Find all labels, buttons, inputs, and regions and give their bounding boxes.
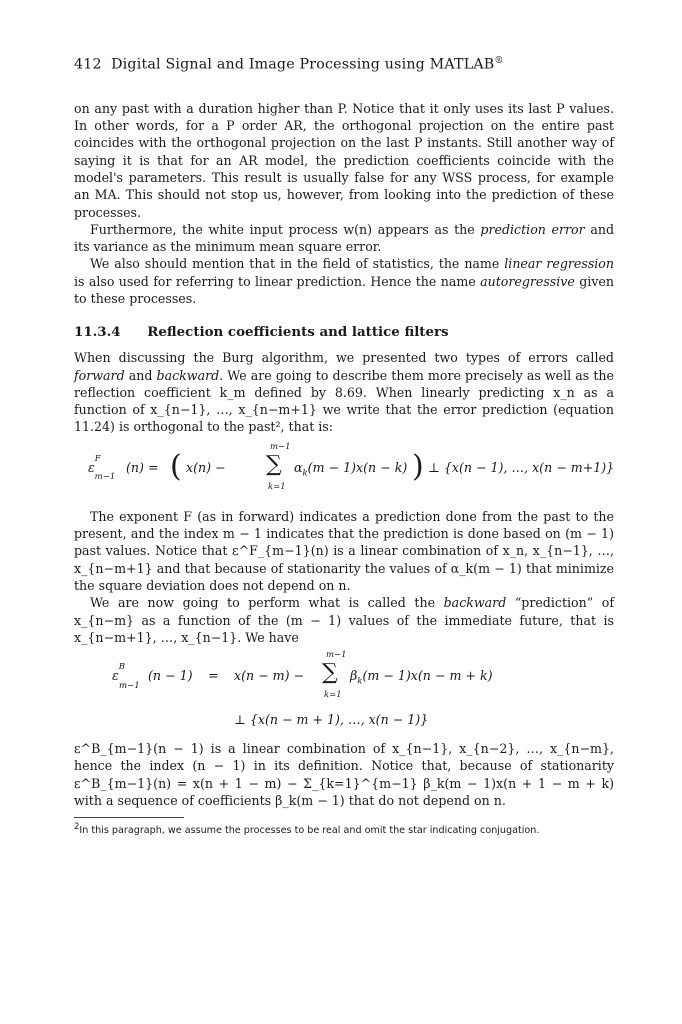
page-number: 412 (74, 56, 102, 73)
paragraph-6: We are now going to perform what is called the backward “prediction” of x_{n−m} as a function of the (m − 1) values of the immediate future, that is x_{n−m+1}, …, x_{n−1}. We have (74, 595, 614, 645)
section-number: 11.3.4 (74, 324, 121, 341)
running-title: Digital Signal and Image Processing using MATLAB (111, 56, 495, 73)
equation-forward-error: $\varepsilon^F_{m-1}$ (n) = ( x(n) − m−1 ∑ k=1 $\alpha_k(m - 1)x(n - k)$ ) ⊥ {x(n − 1), …, x(n − m+1)} (88, 441, 615, 492)
footnote: $^2$In this paragraph, we assume the processes to be real and omit the star indicating conjugation. (74, 822, 540, 837)
section-heading (74, 324, 614, 340)
paragraph-1: on any past with a duration higher than P. Notice that it only uses its last P values. In other words, for a P order AR, the orthogonal projection on the entire past coincides with the orthogonal projection on the last P instants. Still another way of saying it is that for an AR model, the prediction coefficients coincide with the model's parameters. This result is usually false for any WSS process, for example an MA. This should not stop us, however, from looking into the prediction of these processes. (74, 100, 614, 220)
paragraph-3: We also should mention that in the field of statistics, the name linear regression is also used for referring to linear prediction. Hence the name autoregressive given to these processes. (74, 256, 614, 306)
equation-backward-error: $\varepsilon^B_{m-1}$ (n − 1) = x(n − m) − m−1 ∑ k=1 $\beta_k(m - 1)x(n - m + k)$ ⊥ {x(n − m + 1), …, x(n − 1)} (112, 650, 493, 728)
running-header (74, 56, 614, 73)
paragraph-7: ε^B_{m−1}(n − 1) is a linear combination of x_{n−1}, x_{n−2}, …, x_{n−m}, hence the index (n − 1) in its definition. Notice that, because of stationarity ε^B_{m−1}(n) = x(n + 1 − m) − Σ_{k=1}^{m−1} β_k(m − 1)x(n + 1 − m + k) with a sequence of coefficients β_k(m − 1) that do not depend on n. (74, 741, 614, 809)
paragraph-4: When discussing the Burg algorithm, we presented two types of errors called forward and backward. We are going to describe them more precisely as well as the reflection coefficient k_m defined by 8.69. When linearly predicting x_n as a function of x_{n−1}, …, x_{n−m+1} we write that the error prediction (equation 11.24) is orthogonal to the past², that is: (74, 350, 614, 435)
footnote-rule (74, 817, 184, 818)
paragraph-2: Furthermore, the white input process w(n) appears as the prediction error and its variance as the minimum mean square error. (74, 221, 615, 255)
registered-mark: ® (494, 56, 504, 66)
paragraph-5: The exponent F (as in forward) indicates a prediction done from the past to the present, and the index m − 1 indicates that the prediction is done based on (m − 1) past values. Notice that ε^F_{m−1}(n) is a linear combination of x_n, x_{n−1}, …, x_{n−m+1} and that because of stationarity the values of α_k(m − 1) that minimize the square deviation does not depend on n. (74, 508, 614, 593)
section-title: Reflection coefficients and lattice filters (147, 324, 449, 341)
book-page (74, 56, 614, 838)
